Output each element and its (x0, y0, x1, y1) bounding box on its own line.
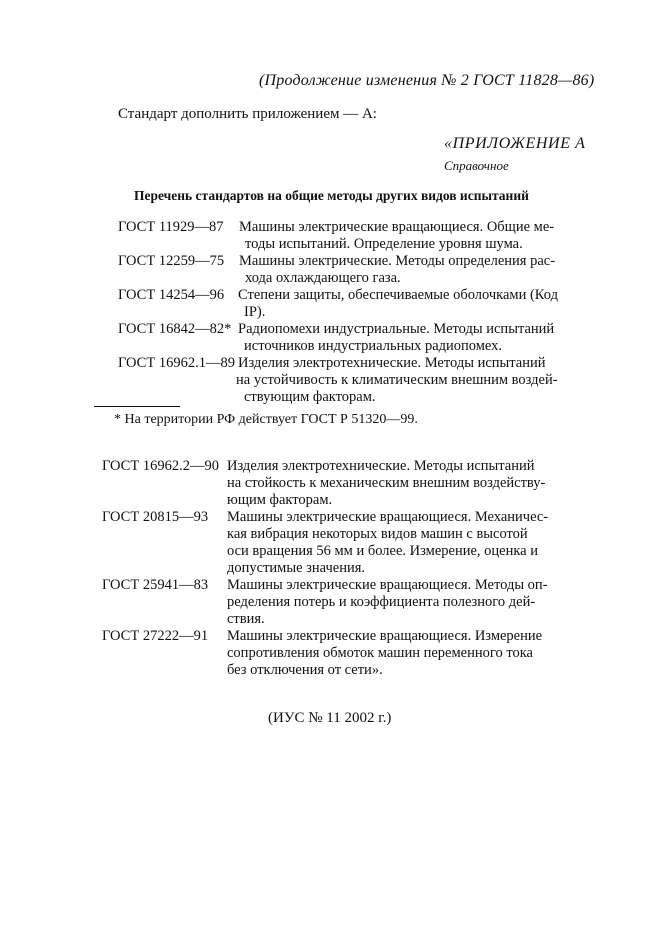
intro-text: Стандарт дополнить приложением — А: (118, 106, 377, 122)
footnote-divider (94, 406, 180, 407)
standard-desc-line: ределения потерь и коэффициента полезного дей- (227, 594, 536, 610)
standard-desc-line: Машины электрические. Методы определения рас- (239, 253, 556, 269)
standard-desc-line: Машины электрические вращающиеся. Общие ме- (239, 219, 555, 235)
standard-desc-line: Машины электрические вращающиеся. Механичес- (227, 509, 549, 525)
standard-desc-line: кая вибрация некоторых видов машин с высотой (227, 526, 528, 542)
standard-code: ГОСТ 27222—91 (102, 628, 209, 644)
appendix-subtitle: Справочное (444, 158, 509, 173)
standard-desc-line: Машины электрические вращающиеся. Измерение (227, 628, 543, 644)
standard-desc-line: ющим факторам. (227, 492, 333, 508)
continuation-header: (Продолжение изменения № 2 ГОСТ 11828—86) (259, 72, 595, 89)
standard-code: ГОСТ 14254—96 (118, 287, 225, 303)
standard-desc-line: Изделия электротехнические. Методы испытаний (238, 355, 546, 371)
standard-code: ГОСТ 11929—87 (118, 219, 224, 235)
standard-code: ГОСТ 12259—75 (118, 253, 225, 269)
standard-desc-line: сопротивления обмоток машин переменного тока (227, 645, 533, 661)
standard-desc-line: допустимые значения. (227, 560, 366, 576)
list-title: Перечень стандартов на общие методы других видов испытаний (134, 188, 529, 203)
standard-desc-line: Изделия электротехнические. Методы испытаний (227, 458, 535, 474)
standard-desc-line: на стойкость к механическим внешним воздейству- (227, 475, 546, 491)
standard-desc-line: без отключения от сети». (227, 662, 383, 678)
standard-code: ГОСТ 20815—93 (102, 509, 209, 525)
standard-desc-line: Машины электрические вращающиеся. Методы оп- (227, 577, 548, 593)
standard-desc-line: IP). (244, 304, 266, 320)
appendix-title: «ПРИЛОЖЕНИЕ А (444, 135, 586, 152)
standard-desc-line: на устойчивость к климатическим внешним воздей- (236, 372, 558, 388)
standard-code: ГОСТ 16962.2—90 (102, 458, 219, 474)
standard-desc-line: оси вращения 56 мм и более. Измерение, оценка и (227, 543, 539, 559)
standard-desc-line: источников индустриальных радиопомех. (244, 338, 503, 354)
standard-code: ГОСТ 16842—82* (118, 321, 232, 337)
standard-desc-line: Радиопомехи индустриальные. Методы испытаний (238, 321, 555, 337)
source-reference: (ИУС № 11 2002 г.) (268, 710, 392, 726)
standard-desc-line: тоды испытаний. Определение уровня шума. (245, 236, 523, 252)
standard-desc-line: хода охлаждающего газа. (245, 270, 401, 286)
footnote: * На территории РФ действует ГОСТ Р 51320—99. (114, 412, 418, 427)
standard-desc-line: ствующим факторам. (244, 389, 376, 405)
standard-code: ГОСТ 25941—83 (102, 577, 209, 593)
standard-code: ГОСТ 16962.1—89 (118, 355, 235, 371)
standard-desc-line: ствия. (227, 611, 265, 627)
standard-desc-line: Степени защиты, обеспечиваемые оболочками (Код (238, 287, 558, 303)
